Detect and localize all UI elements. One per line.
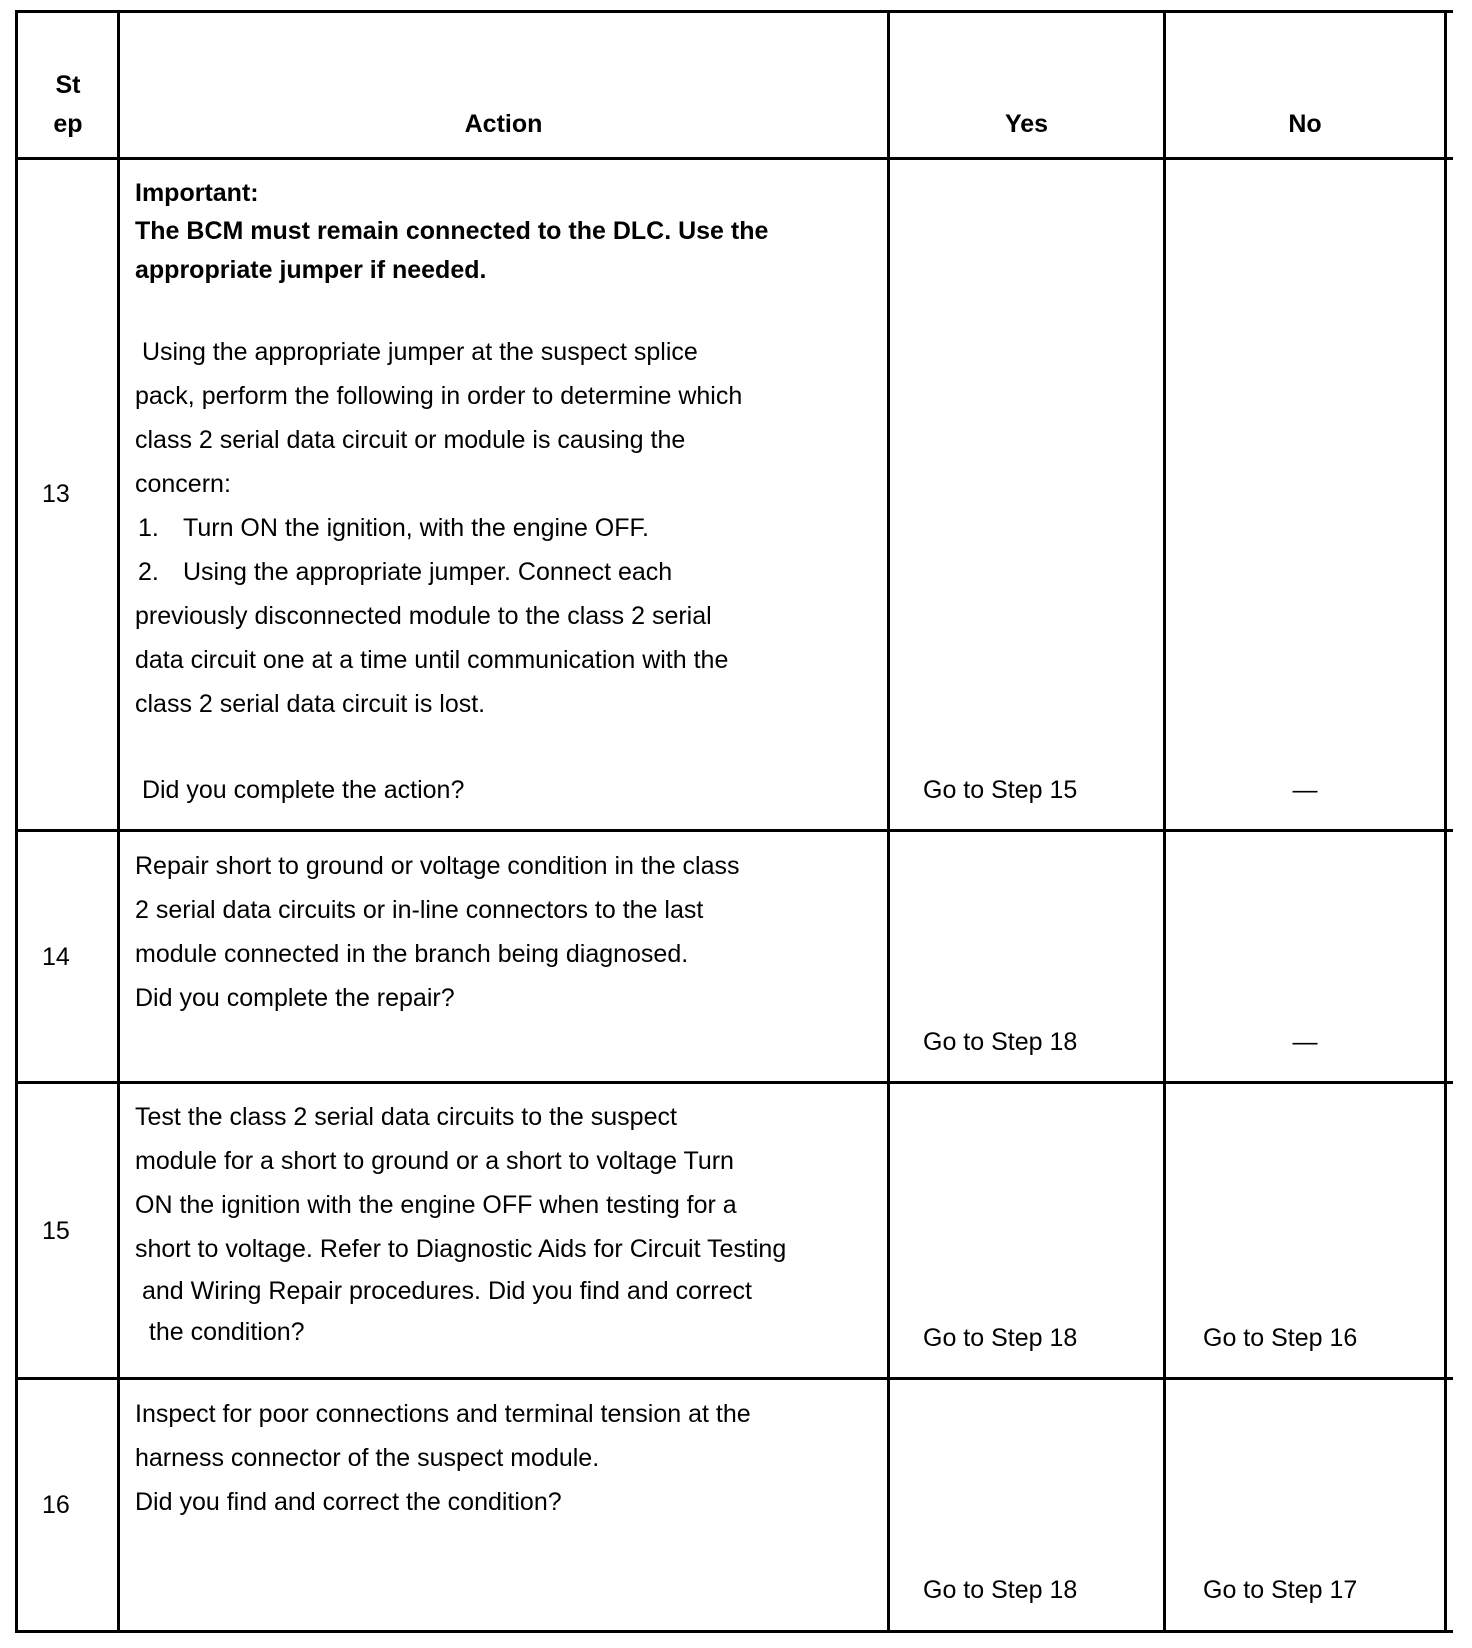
no-result-16: Go to Step 17 — [1203, 1576, 1358, 1604]
yes-result-16: Go to Step 18 — [923, 1576, 1078, 1604]
header-divider — [15, 157, 1453, 160]
yes-result-14: Go to Step 18 — [923, 1028, 1078, 1056]
column-divider-step — [117, 10, 120, 1633]
action-line: harness connector of the suspect module. — [135, 1444, 600, 1472]
list-number-2: 2. — [138, 558, 159, 586]
action-line: concern: — [135, 470, 231, 498]
table-border-bottom — [15, 1630, 1453, 1633]
action-line: class 2 serial data circuit or module is causing the — [135, 426, 686, 454]
action-line: and Wiring Repair procedures. Did you find and correct — [135, 1277, 752, 1305]
header-action: Action — [464, 110, 543, 138]
table-border-top — [15, 10, 1453, 13]
step-number-16: 16 — [42, 1491, 70, 1519]
row-divider-13 — [15, 829, 1453, 832]
action-line: 2 serial data circuits or in-line connectors to the last — [135, 896, 704, 924]
action-line: Did you find and correct the condition? — [135, 1488, 562, 1516]
list-continuation-line: class 2 serial data circuit is lost. — [135, 690, 486, 718]
action-line: pack, perform the following in order to determine which — [135, 382, 743, 410]
action-line: Test the class 2 serial data circuits to the suspect — [135, 1103, 677, 1131]
action-line: ON the ignition with the engine OFF when testing for a — [135, 1191, 737, 1219]
important-note-line-2: appropriate jumper if needed. — [135, 256, 487, 284]
column-divider-yes — [1163, 10, 1166, 1633]
yes-result-13: Go to Step 15 — [923, 776, 1078, 804]
header-step-line1: St — [55, 71, 81, 99]
action-line: Inspect for poor connections and terminal tension at the — [135, 1400, 751, 1428]
step-number-13: 13 — [42, 480, 70, 508]
list-item-2: Using the appropriate jumper. Connect each — [183, 558, 673, 586]
action-line: Did you complete the repair? — [135, 984, 455, 1012]
no-result-14: — — [1292, 1028, 1318, 1056]
yes-result-15: Go to Step 18 — [923, 1324, 1078, 1352]
list-continuation-line: data circuit one at a time until communication with the — [135, 646, 729, 674]
action-line: Repair short to ground or voltage condition in the class — [135, 852, 740, 880]
action-line: the condition? — [135, 1318, 305, 1346]
step-number-14: 14 — [42, 943, 70, 971]
row-divider-14 — [15, 1081, 1453, 1084]
table-border-left — [15, 10, 18, 1633]
header-yes: Yes — [1004, 110, 1049, 138]
step-number-15: 15 — [42, 1217, 70, 1245]
action-line: short to voltage. Refer to Diagnostic Aids for Circuit Testing — [135, 1235, 787, 1263]
action-question: Did you complete the action? — [135, 776, 465, 804]
action-line: module connected in the branch being diagnosed. — [135, 940, 689, 968]
header-step-line2: ep — [53, 110, 83, 138]
no-result-15: Go to Step 16 — [1203, 1324, 1358, 1352]
no-result-13: — — [1292, 776, 1318, 804]
list-item-1: Turn ON the ignition, with the engine OFF. — [183, 514, 649, 542]
header-no: No — [1288, 110, 1322, 138]
column-divider-action — [887, 10, 890, 1633]
action-line: module for a short to ground or a short to voltage Turn — [135, 1147, 734, 1175]
list-number-1: 1. — [138, 514, 159, 542]
important-label: Important: — [135, 179, 259, 207]
action-line: Using the appropriate jumper at the suspect splice — [135, 338, 698, 366]
list-continuation-line: previously disconnected module to the class 2 serial — [135, 602, 712, 630]
table-border-right — [1444, 10, 1447, 1633]
row-divider-15 — [15, 1377, 1453, 1380]
important-note-line-1: The BCM must remain connected to the DLC. Use the — [135, 217, 769, 245]
